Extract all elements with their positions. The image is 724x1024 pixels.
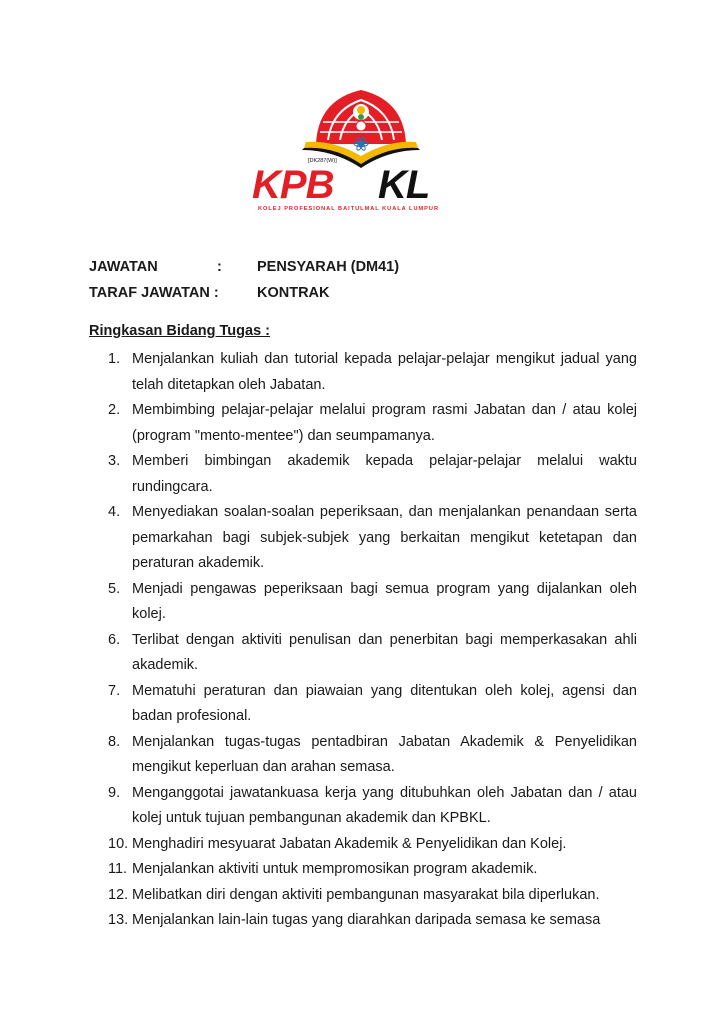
duty-number-text: 1. xyxy=(108,351,121,367)
duty-number xyxy=(96,347,130,398)
duty-text: Menjalankan lain-lain tugas yang diarahkan daripada semasa ke semasa xyxy=(132,912,601,928)
logo-acronym-red: KPB xyxy=(252,163,334,207)
duty-number-text: 11. xyxy=(108,861,128,877)
duty-number xyxy=(96,577,130,628)
duty-item xyxy=(96,577,637,628)
duty-text: Menghadiri mesyuarat Jabatan Akademik & Penyelidikan dan Kolej. xyxy=(132,835,567,852)
position-colon: : xyxy=(217,259,222,275)
duty-text: Membimbing pelajar-pelajar melalui program rasmi Jabatan dan / atau kolej (program "mento-mentee") dan seumpamanya. xyxy=(132,402,637,444)
duty-number xyxy=(96,883,130,909)
duty-number xyxy=(96,679,130,730)
duty-text: Menjalankan kuliah dan tutorial kepada pelajar-pelajar mengikut jadual yang telah ditetapkan oleh Jabatan. xyxy=(132,351,637,393)
duty-text: Menyediakan soalan-soalan peperiksaan, dan menjalankan penandaan serta pemarkahan bagi subjek-subjek yang berkaitan mengikut ketetapan dan peraturan akademik. xyxy=(132,504,637,571)
duty-number-text: 9. xyxy=(108,784,121,801)
duty-text: Menjadi pengawas peperiksaan bagi semua program yang dijalankan oleh kolej. xyxy=(132,580,637,622)
position-row xyxy=(89,254,399,280)
duty-number xyxy=(96,500,130,577)
duty-text: Memberi bimbingan akademik kepada pelajar-pelajar melalui waktu rundingcara. xyxy=(132,453,637,495)
duty-number xyxy=(96,449,130,500)
duty-number xyxy=(96,857,130,883)
duty-text: Mematuhi peraturan dan piawaian yang ditentukan oleh kolej, agensi dan badan profesional. xyxy=(132,682,637,724)
duty-text: Terlibat dengan aktiviti penulisan dan penerbitan bagi memperkasakan ahli akademik. xyxy=(132,631,637,673)
duty-number-text: 8. xyxy=(108,733,121,750)
status-value: KONTRAK xyxy=(257,285,330,301)
duty-number-text: 4. xyxy=(108,504,121,520)
duty-text: Menjalankan aktiviti untuk mempromosikan program akademik. xyxy=(132,861,538,877)
duty-item xyxy=(96,679,637,730)
duty-number-text: 7. xyxy=(108,682,121,699)
status-label: TARAF JAWATAN : xyxy=(89,285,219,301)
duty-number xyxy=(96,908,130,934)
duty-number-text: 3. xyxy=(108,453,121,469)
duty-item xyxy=(96,398,637,449)
duty-item xyxy=(96,628,637,679)
duty-item xyxy=(96,781,637,832)
duty-text: Menjalankan tugas-tugas pentadbiran Jabatan Akademik & Penyelidikan mengikut keperluan dan arahan semasa. xyxy=(132,733,637,775)
position-label: JAWATAN xyxy=(89,259,158,275)
duty-item xyxy=(96,730,637,781)
logo-acronym-black: KL xyxy=(378,163,430,207)
duty-item xyxy=(96,857,637,883)
duty-number xyxy=(96,730,130,781)
kpbkl-logo xyxy=(248,82,478,217)
duty-number xyxy=(96,832,130,858)
duty-text: Melibatkan diri dengan aktiviti pembangunan masyarakat bila diperlukan. xyxy=(132,886,600,903)
duties-list xyxy=(96,347,637,934)
position-value: PENSYARAH (DM41) xyxy=(257,259,400,275)
duty-item xyxy=(96,449,637,500)
duty-number-text: 12. xyxy=(108,886,129,903)
status-row xyxy=(89,280,399,306)
registration-number: [DK287(W)] xyxy=(308,158,337,164)
duty-item xyxy=(96,908,637,934)
duty-item xyxy=(96,832,637,858)
duty-number-text: 6. xyxy=(108,631,121,648)
duty-number-text: 10. xyxy=(108,835,129,852)
duty-text: Menganggotai jawatankuasa kerja yang ditubuhkan oleh Jabatan dan / atau kolej untuk tujuan pembangunan akademik dan KPBKL. xyxy=(132,784,637,826)
duty-number xyxy=(96,398,130,449)
duty-number xyxy=(96,628,130,679)
section-title: Ringkasan Bidang Tugas : xyxy=(89,323,271,339)
job-meta xyxy=(89,254,399,306)
duty-item xyxy=(96,500,637,577)
dome-emblem-icon xyxy=(316,90,406,151)
logo-full-name: KOLEJ PROFESIONAL BAITULMAL KUALA LUMPUR xyxy=(258,206,439,212)
duty-item xyxy=(96,883,637,909)
duty-number xyxy=(96,781,130,832)
duty-number-text: 5. xyxy=(108,580,121,597)
duty-number-text: 2. xyxy=(108,402,121,418)
duty-item xyxy=(96,347,637,398)
duty-number-text: 13. xyxy=(108,912,129,928)
